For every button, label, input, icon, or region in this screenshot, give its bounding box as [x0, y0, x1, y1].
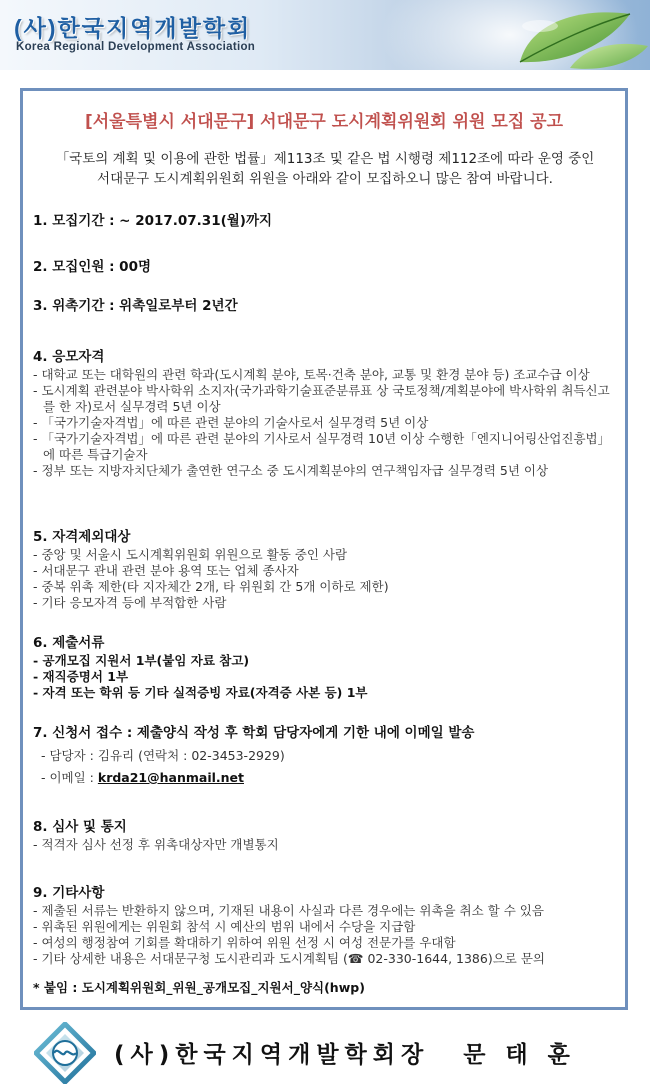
section-heading: 1. 모집기간 : ~ 2017.07.31(월)까지 — [33, 213, 273, 229]
list-item: - 중복 위촉 제한(타 지자체간 2개, 타 위원회 간 5개 이하로 제한) — [33, 579, 389, 594]
list-item: - 기타 상세한 내용은 서대문구청 도시관리과 도시계획팀 (☎ 02-330-1644, 1386)으로 문의 — [33, 951, 545, 966]
section-heading: 5. 자격제외대상 — [33, 529, 131, 545]
section-documents — [33, 633, 619, 701]
section-heading: 8. 심사 및 통지 — [33, 819, 127, 835]
attachment-note: * 붙임 : 도시계획위원회_위원_공개모집_지원서_양식(hwp) — [33, 980, 365, 995]
exclusion-list — [33, 547, 619, 611]
list-item: - 여성의 행정참여 기회를 확대하기 위하여 위원 선정 시 여성 전문가를 우대함 — [33, 935, 456, 950]
list-item: - 서대문구 관내 관련 분야 용역 또는 업체 종사자 — [33, 563, 299, 578]
list-item: - 「국가기술자격법」에 따른 관련 분야의 기사로서 실무경력 10년 이상 수행한「엔지니어링산업진흥법」에 따른 특급기술자 — [33, 431, 611, 462]
list-item: - 중앙 및 서울시 도시계획위원회 위원으로 활동 중인 사람 — [33, 547, 348, 562]
section-heading: 2. 모집인원 : 00명 — [33, 259, 152, 275]
president-signature — [114, 1036, 576, 1069]
org-name: (사)한국지역개발학회 — [14, 15, 252, 41]
review-list — [33, 837, 619, 853]
list-item: - 위촉된 위원에게는 위원회 참석 시 예산의 범위 내에서 수당을 지급함 — [33, 919, 416, 934]
section-heading: 9. 기타사항 — [33, 885, 105, 901]
list-item: - 대학교 또는 대학원의 관련 학과(도시계획 분야, 토목·건축 분야, 교통 및 환경 분야 등) 조교수급 이상 — [33, 367, 590, 382]
list-item: - 적격자 심사 선정 후 위촉대상자만 개별통지 — [33, 837, 279, 852]
section-heading: 3. 위촉기간 : 위촉일로부터 2년간 — [33, 298, 238, 314]
section-application — [33, 723, 619, 787]
etc-list — [33, 903, 619, 967]
leaf-icon — [500, 2, 650, 70]
list-item: - 제출된 서류는 반환하지 않으며, 기재된 내용이 사실과 다른 경우에는 위촉을 취소 할 수 있음 — [33, 903, 544, 918]
list-item: - 기타 응모자격 등에 부적합한 사람 — [33, 595, 227, 610]
section-heading: 6. 제출서류 — [33, 635, 105, 651]
list-item: - 도시계획 관련분야 박사학위 소지자(국가과학기술표준분류표 상 국토정책/계획분야에 박사학위 취득신고를 한 자)로서 실무경력 5년 이상 — [33, 383, 610, 414]
header-banner — [0, 0, 650, 70]
president-name: 문 태 훈 — [463, 1042, 576, 1068]
section-etc — [33, 883, 619, 967]
section-count — [33, 257, 619, 277]
list-item: - 공개모집 지원서 1부(붙임 자료 참고) — [33, 653, 250, 668]
intro-line: 서대문구 도시계획위원회 위원을 아래와 같이 모집하오니 많은 참여 바랍니다. — [97, 171, 553, 187]
section-period — [33, 211, 619, 231]
notice-title: [서울특별시 서대문구] 서대문구 도시계획위원회 위원 모집 공고 — [84, 112, 564, 132]
qualification-list — [33, 367, 619, 479]
section-qualifications — [33, 347, 619, 479]
section-heading: 4. 응모자격 — [33, 349, 105, 365]
list-item: - 정부 또는 지방자치단체가 출연한 연구소 중 도시계획분야의 연구책임자급 실무경력 5년 이상 — [33, 463, 549, 478]
email-line — [33, 769, 619, 787]
document-list — [33, 653, 619, 701]
section-attachment — [33, 979, 619, 997]
association-logo-icon — [34, 1022, 96, 1084]
list-item: - 재직증명서 1부 — [33, 669, 129, 684]
list-item: - 자격 또는 학위 등 기타 실적증빙 자료(자격증 사본 등) 1부 — [33, 685, 368, 700]
intro-line: 「국토의 계획 및 이용에 관한 법률」제113조 및 같은 법 시행령 제112조에 따라 운영 중인 — [55, 151, 595, 167]
contact-line: - 담당자 : 김유리 (연락처 : 02-3453-2929) — [41, 748, 285, 763]
list-item: - 「국가기술자격법」에 따른 관련 분야의 기술사로서 실무경력 5년 이상 — [33, 415, 429, 430]
section-review — [33, 817, 619, 853]
email-label: - 이메일 : — [41, 770, 98, 785]
section-heading: 7. 신청서 접수 : 제출양식 작성 후 학회 담당자에게 기한 내에 이메일 발송 — [33, 725, 475, 741]
notice-intro — [33, 149, 617, 189]
section-term — [33, 296, 619, 316]
section-exclusions — [33, 527, 619, 611]
email-link[interactable]: krda21@hanmail.net — [97, 770, 244, 785]
notice-box — [20, 88, 628, 1010]
org-president-title: (사)한국지역개발학회장 — [114, 1042, 430, 1068]
org-name-english: Korea Regional Development Association — [16, 41, 256, 53]
